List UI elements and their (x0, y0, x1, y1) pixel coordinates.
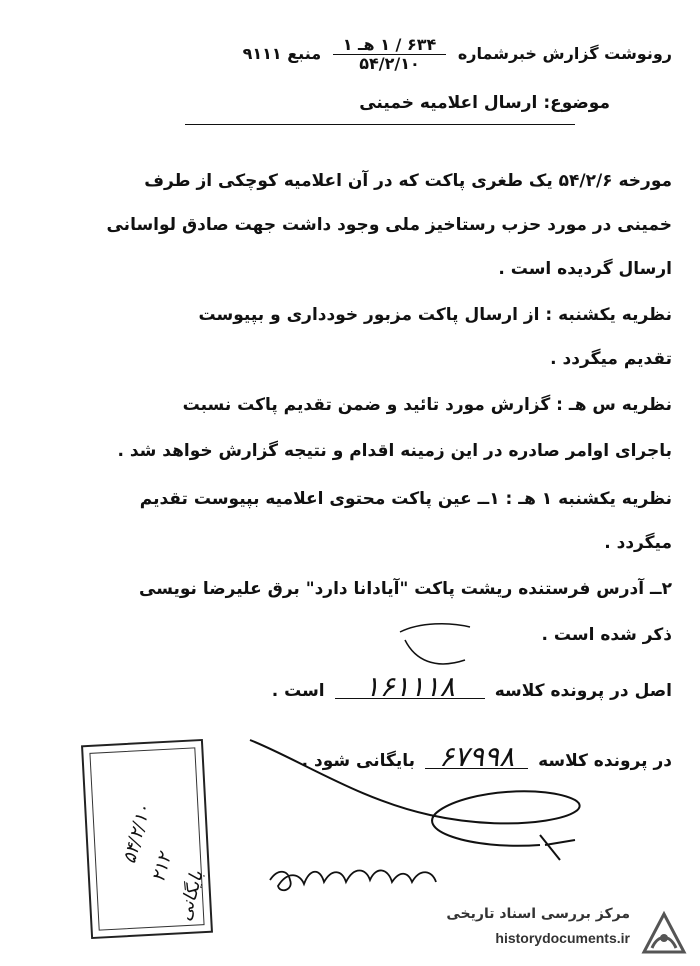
archive-logo-icon (638, 908, 690, 960)
dossier1-prefix: اصل در پرونده کلاسه (494, 681, 672, 701)
opinion2-line2: باجرای اوامر صادره در این زمینه اقدام و نتیجه گزارش خواهد شد . (117, 441, 672, 461)
opinion3-line2: میگردد . (604, 533, 672, 553)
paragraph1-line2: خمینی در مورد حزب رستاخیز ملی وجود داشت جهت صادق لواسانی (106, 215, 672, 235)
paragraph1-line1: مورخه ۵۴/۲/۶ یک طغری پاکت که در آن اعلامیه کوچکی از طرف (144, 171, 672, 191)
dossier2-prefix: در پرونده کلاسه (538, 751, 672, 771)
source-number: ۹۱۱۱ (242, 44, 282, 63)
dossier2-suffix: بایگانی شود . (301, 751, 416, 771)
archive-stamp (81, 739, 213, 939)
item2-line2: ذکر شده است . (541, 625, 672, 645)
paragraph1-line3: ارسال گردیده است . (498, 259, 672, 279)
transcript-label: رونوشت گزارش خبرشماره (457, 44, 672, 63)
source-label: منبع (287, 44, 322, 63)
opinion1-line2: تقدیم میگردد . (550, 349, 672, 369)
opinion1-line1: نظریه یکشنبه : از ارسال پاکت مزبور خودداری و بپیوست (198, 305, 672, 325)
dossier1-suffix: است . (271, 681, 325, 701)
report-number: ۶۳۴ / ۱ هـ ۱ (333, 36, 447, 55)
dossier1-number: ۱۶۱۱۱۸ (335, 676, 485, 699)
item2-line1: ۲ــ آدرس فرستنده ریشت پاکت "آیادانا دارد" برق علیرضا نویسی (139, 579, 672, 599)
watermark-title: مرکز بررسی اسناد تاریخی (446, 906, 630, 922)
opinion3-line1: نظریه یکشنبه ۱ هـ : ۱ــ عین پاکت محتوی اعلامیه بپیوست تقدیم (139, 489, 672, 509)
subject-label: موضوع: (543, 93, 610, 113)
report-date: ۵۴/۲/۱۰ (359, 54, 420, 73)
subject-text: ارسال اعلامیه خمینی (359, 93, 538, 113)
opinion2-line1: نظریه س هـ : گزارش مورد تائید و ضمن تقدیم پاکت نسبت (182, 395, 672, 415)
stamp-label: بایگانی (174, 868, 208, 924)
dossier2-number: ۶۷۹۹۸ (425, 746, 528, 769)
stamp-number: ۲۱۲ (148, 850, 176, 885)
stamp-date: ۵۴/۲/۱۰ (119, 802, 156, 866)
watermark-url: historydocuments.ir (495, 930, 630, 946)
